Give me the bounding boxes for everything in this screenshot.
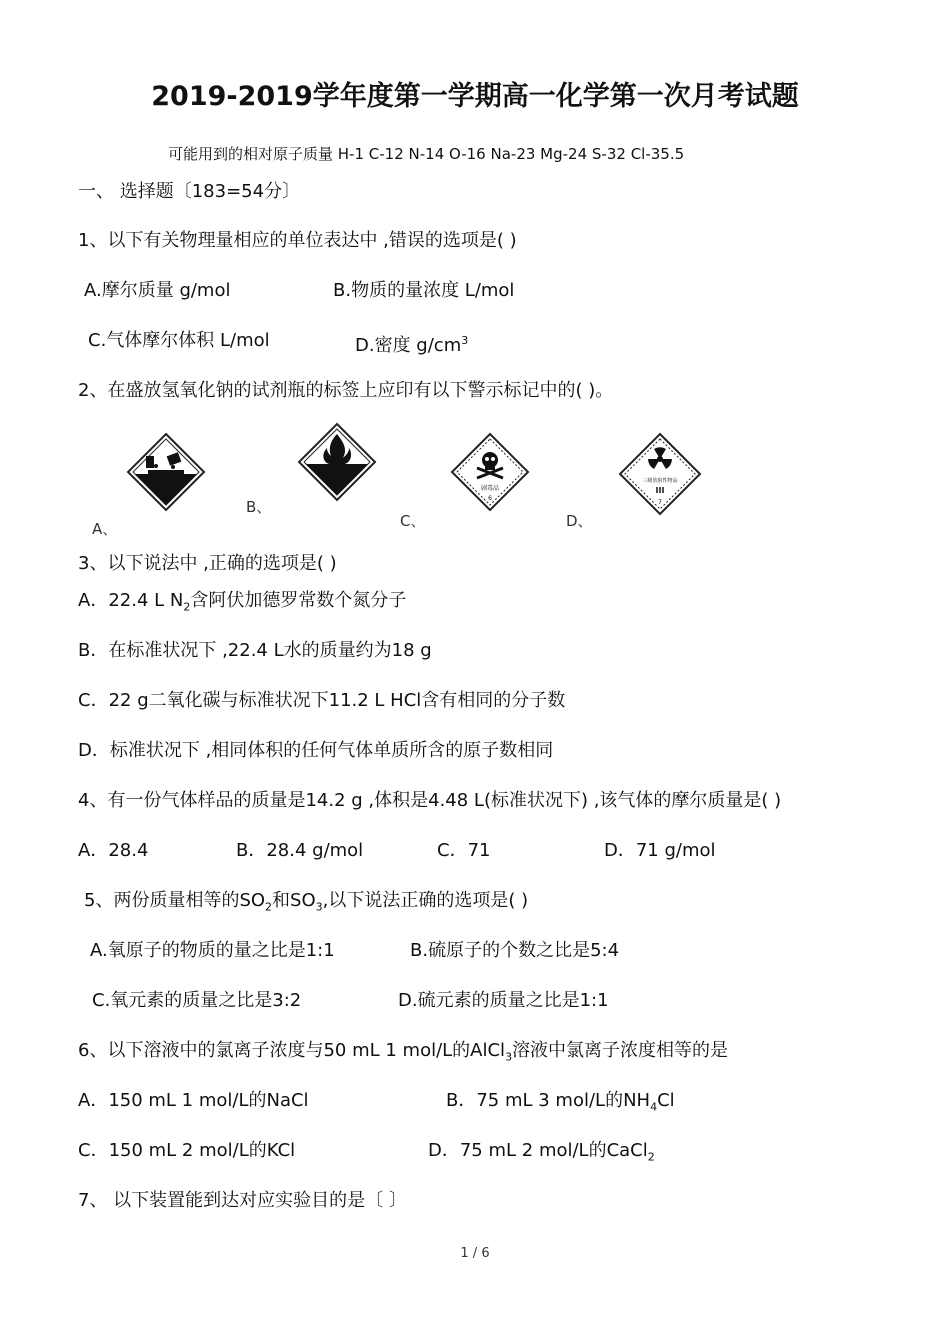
flammable-sign-icon: [297, 422, 377, 502]
corrosive-sign-icon: [126, 432, 206, 512]
question-4-option-c: C．71: [437, 840, 491, 861]
toxic-sign-icon: [450, 432, 530, 512]
question-1-option-a: A.摩尔质量 g/mol: [84, 280, 231, 301]
option-a-label: A、: [92, 520, 118, 538]
question-4-option-d: D．71 g/mol: [604, 840, 716, 861]
question-3-stem: 3、以下说法中 ,正确的选项是( ): [78, 553, 337, 574]
question-2-stem: 2、在盛放氢氧化钠的试剂瓶的标签上应印有以下警示标记中的( )。: [78, 380, 614, 401]
option-d-label: D、: [566, 512, 593, 530]
radioactive-sign-text: 三级放射性物品: [642, 478, 678, 484]
page-number: 1 / 6: [460, 1246, 490, 1261]
question-5-option-a: A.氧原子的物质的量之比是1:1: [90, 940, 335, 961]
question-3-option-b: B．在标准状况下 ,22.4 L水的质量约为18 g: [78, 640, 432, 661]
section-heading: 一、 选择题〔183=54分〕: [78, 181, 301, 202]
option-c-label: C、: [400, 512, 426, 530]
question-5-stem: 5、两份质量相等的$SO_2$和$SO_3$,以下说法正确的选项是( ): [84, 890, 529, 914]
toxic-sign-number: 6: [488, 495, 492, 502]
question-6-stem: 6、以下溶液中的氯离子浓度与50 mL 1 mol/L的AlCl$_3$溶液中氯离子浓度相等的是: [78, 1040, 729, 1064]
question-4-option-b: B．28.4 g/mol: [236, 840, 364, 861]
page-title: 2019-2019学年度第一学期高一化学第一次月考试题: [151, 81, 799, 112]
question-1-option-c: C.气体摩尔体积 L/mol: [88, 330, 270, 351]
radioactive-sign-class: 7: [658, 499, 662, 506]
question-1-stem: 1、以下有关物理量相应的单位表达中 ,错误的选项是( ): [78, 230, 517, 251]
question-6-option-b: B．75 mL 3 mol/L的$NH_4Cl$: [446, 1090, 675, 1114]
question-6-option-c: C．150 mL 2 mol/L的KCl: [78, 1140, 296, 1161]
question-7-stem: 7、 以下装置能到达对应实验目的是〔 〕: [78, 1190, 407, 1211]
question-4-option-a: A．28.4: [78, 840, 149, 861]
radioactive-sign-category: III: [655, 486, 665, 495]
question-3-option-c: C．22 g二氧化碳与标准状况下11.2 L HCl含有相同的分子数: [78, 690, 566, 711]
question-6-option-d: D．75 mL 2 mol/L的CaCl$_2$: [428, 1140, 655, 1164]
question-5-option-b: B.硫原子的个数之比是5:4: [410, 940, 620, 961]
question-6-option-a: A．150 mL 1 mol/L的NaCl: [78, 1090, 309, 1111]
toxic-sign-text: 剧毒品: [480, 485, 500, 492]
question-1-option-d: D.密度 $g/cm^3$: [355, 334, 469, 356]
radioactive-sign-icon: [618, 432, 702, 516]
question-5-option-c: C.氧元素的质量之比是3:2: [92, 990, 302, 1011]
question-4-stem: 4、有一份气体样品的质量是14.2 g ,体积是4.48 L(标准状况下) ,该气体的摩尔质量是( ): [78, 790, 782, 811]
option-b-label: B、: [246, 498, 272, 516]
question-1-option-b: B.物质的量浓度 L/mol: [333, 280, 515, 301]
atomic-masses-line: 可能用到的相对原子质量 H-1 C-12 N-14 O-16 Na-23 Mg-24 S-32 Cl-35.5: [168, 145, 685, 163]
question-3-option-d: D．标准状况下 ,相同体积的任何气体单质所含的原子数相同: [78, 740, 554, 761]
question-5-option-d: D.硫元素的质量之比是1:1: [398, 990, 609, 1011]
question-3-option-a: A．22.4 L $N_2$含阿伏加德罗常数个氮分子: [78, 590, 407, 614]
